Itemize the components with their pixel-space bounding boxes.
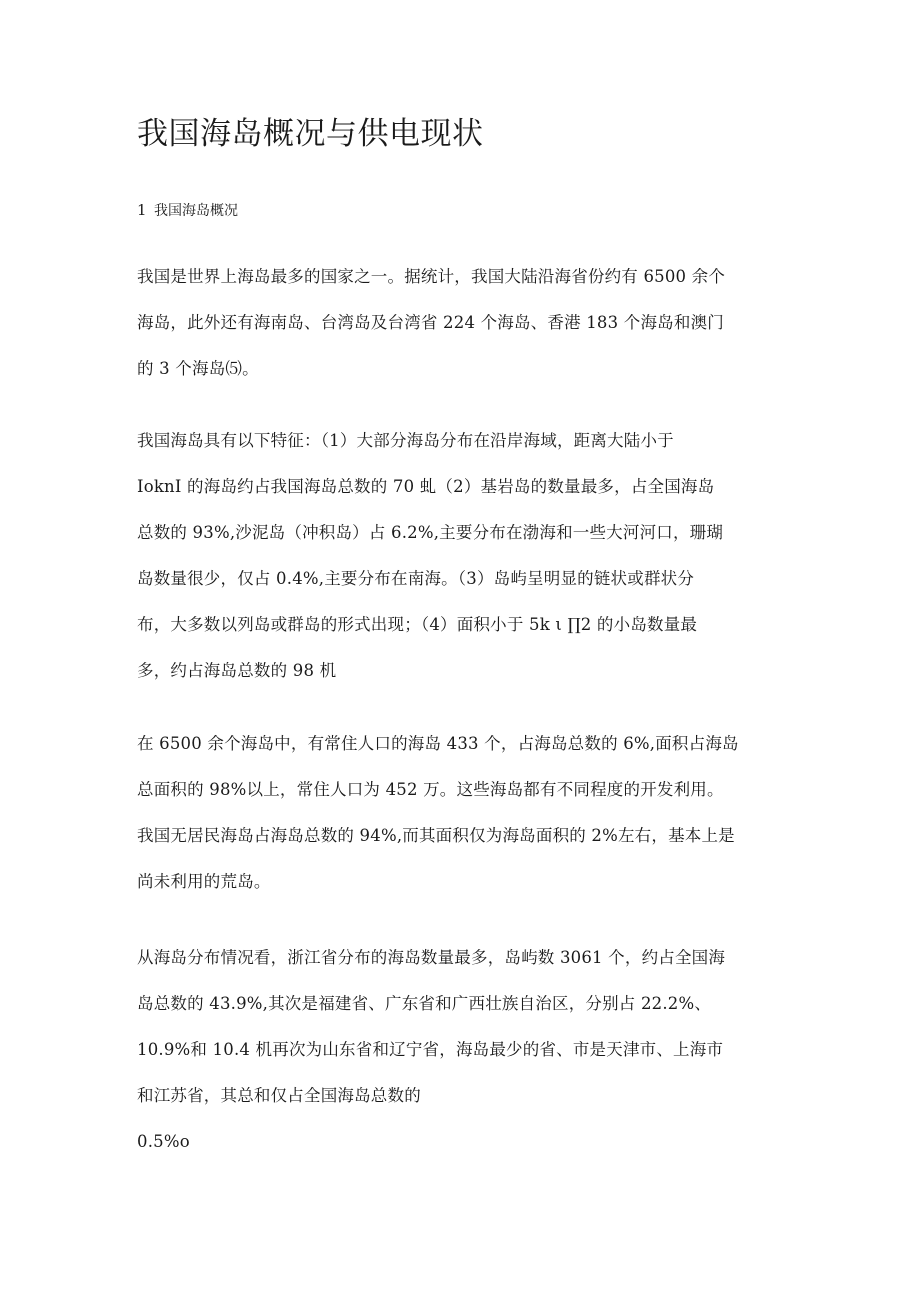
text-line: 在 6500 余个海岛中，有常住人口的海岛 433 个，占海岛总数的 6%,面积占海岛: [137, 734, 739, 753]
document-title: 我国海岛概况与供电现状: [137, 116, 484, 152]
text-line: 的 3 个海岛⑸。: [137, 359, 259, 378]
text-line: IoknI 的海岛约占我国海岛总数的 70 虬（2）基岩岛的数量最多，占全国海岛: [137, 477, 715, 496]
paragraph-island-count: [137, 254, 797, 392]
text-line: 总面积的 98%以上，常住人口为 452 万。这些海岛都有不同程度的开发利用。: [137, 780, 724, 799]
text-line: 岛总数的 43.9%,其次是福建省、广东省和广西壮族自治区，分别占 22.2%、: [137, 994, 712, 1013]
section-heading-text: 我国海岛概况: [154, 203, 238, 219]
text-line: 我国海岛具有以下特征：（1）大部分海岛分布在沿岸海域，距离大陆小于: [137, 431, 674, 450]
text-line: 岛数量很少，仅占 0.4%,主要分布在南海。（3）岛屿呈明显的链状或群状分: [137, 569, 695, 588]
text-line: 我国无居民海岛占海岛总数的 94%,而其面积仅为海岛面积的 2%左右，基本上是: [137, 826, 735, 845]
paragraph-island-features: [137, 418, 797, 694]
text-line: 我国是世界上海岛最多的国家之一。据统计，我国大陆沿海省份约有 6500 余个: [137, 267, 726, 286]
text-line: 和江苏省，其总和仅占全国海岛总数的: [137, 1086, 421, 1105]
text-line: 0.5%o: [137, 1132, 190, 1151]
text-line: 多，约占海岛总数的 98 机: [137, 661, 337, 680]
paragraph-population: [137, 721, 797, 905]
section-number: 1: [137, 201, 147, 219]
text-line: 10.9%和 10.4 机再次为山东省和辽宁省，海岛最少的省、市是天津市、上海市: [137, 1040, 724, 1059]
text-line: 海岛，此外还有海南岛、台湾岛及台湾省 224 个海岛、香港 183 个海岛和澳门: [137, 313, 724, 332]
text-line: 布，大多数以列岛或群岛的形式出现；（4）面积小于 5k ι ∏2 的小岛数量最: [137, 615, 698, 634]
text-line: 总数的 93%,沙泥岛（冲积岛）占 6.2%,主要分布在渤海和一些大河河口，珊瑚: [137, 523, 724, 542]
paragraph-distribution: [137, 935, 797, 1165]
text-line: 尚未利用的荒岛。: [137, 872, 271, 891]
text-line: 从海岛分布情况看，浙江省分布的海岛数量最多，岛屿数 3061 个，约占全国海: [137, 948, 726, 967]
section-heading: [137, 199, 238, 222]
